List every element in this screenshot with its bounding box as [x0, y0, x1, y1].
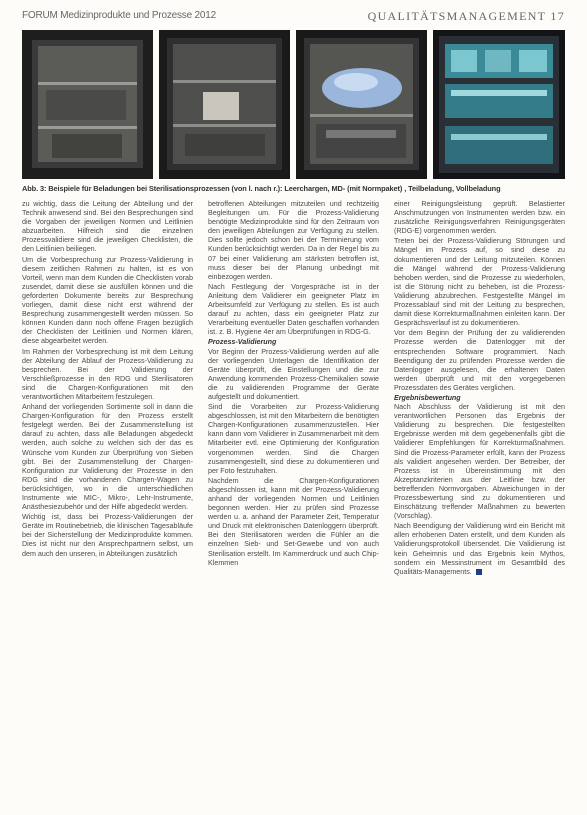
figure-caption: Abb. 3: Beispiele für Beladungen bei Sterilisationsprozessen (von l. nach r.): Leerchargen, MD- (mit Normpaket) , Teilbeladung, Vollbeladung [22, 184, 501, 193]
paragraph: Um die Vorbesprechung zur Prozess-Validierung in diesem zeitlichen Rahmen zu halten, ist es von Vorteil, wenn man dem Kunden die Checklisten vorab zusendet, damit diese sie ausfüllen können und die geforderten Dokumente bereits zur Besprechung vorliegen, damit diese nicht erst während der Besprechung zusammengestellt werden müssen. So können Kunden dann noch offene Fragen bezüglich der Checklisten der Leitlinien und Normen klären, diese abgearbeitet werden. [22, 255, 193, 346]
paragraph: einer Reinigungsleistung geprüft. Belastierter Anschmutzungen von Instrumenten werden bzw. ein zusätzliche Reinigungsverfahren Reinigungsgeräten (RDG-E) vorgenommen werden. [394, 200, 565, 236]
photo-strip [22, 30, 565, 179]
section-title: QUALITÄTSMANAGEMENT 17 [367, 9, 565, 23]
paragraph: Nach Festlegung der Vorgespräche ist in der Anleitung dem Validierer ein geeigneter Platz im Arbeitsumfeld zur Verfügung zu stellen. Es ist auch darauf zu achten, dass ein geeigneter Platz zur Verarbeitung eventueller Daten geschaffen vorhanden ist. z. B. Hygiene 4er am Überprüfungen in RDG-G. [208, 282, 379, 337]
paragraph: Nach Abschluss der Validierung ist mit den verantwortlichen Personen das Ergebnis der Validierung zu besprechen. Die festgestellten Ergebnisse werden mit dem gegebenenfalls gibt die Validierer Empfehlungen für Korrekturmaßnahmen. Sind die Prozess-Parameter erfüllt, kann der Prozess als validiert angesehen werden. Der Betreiber, der Prozess ist in Übereinstimmung mit den Akzeptanzkriterien aus der Leitlinie bzw. der betreffenden Normvorgaben. Abweichungen in der Prozessbewertung sind zu dokumentieren und Einschätzung treffender Maßnahmen zu bewerten (Vorschlag). [394, 403, 565, 521]
paragraph: Sind die Vorarbeiten zur Prozess-Validierung abgeschlossen, ist mit den Mitarbeitern die benötigten Chargen-Konfigurationen zusammenzustellen. Hier kann dann vom Validierer in Zusammenarbeit mit dem Mitarbeiter evtl. eine Optimierung der Konfiguration vorgenommen werden. Sind die Chargen zusammengestellt, sind diese zu dokumentieren und per Foto festzuhalten. [208, 403, 379, 475]
page-header [22, 9, 565, 23]
paragraph: betroffenen Abteilungen mitzuteilen und rechtzeitig Begleitungen um. Für die Prozess-Validierung benötigte Medizinprodukte sind für den Zeitraum von den jeweiligen Abteilungen zur Verfügung zu stellen. Dies sollte jedoch schon bei der Terminierung vom Kunden berücksichtigt werden. Da in der Regel bis zu 07 bei einer Validierung am stärksten betroffen ist, muss dieser bei der Planung unbedingt mit einbezogen werden. [208, 200, 379, 281]
column-2 [208, 200, 379, 804]
paragraph: Vor Beginn der Prozess-Validierung werden auf alle der vorliegenden Unterlagen die Identifikation der Geräte überprüft, die Einstellungen und die zur Anwendung kommenden Prozess-Chemikalien sowie die zu validierenden Programme der Geräte aufgestellt und dokumentiert. [208, 347, 379, 401]
photo-md-load [159, 30, 290, 179]
paragraph: Treten bei der Prozess-Validierung Störungen und Mängel im Prozess auf, so sind diese zu dokumentieren und der Leitung mitzuteilen. Können die Mängel während der Prozess-Validierung behoben werden, sind die Prozesse zu wiederholen, ist die Störung nicht zu beheben, ist die Prozess-Validierung abzubrechen. Festgestellte Mängel im Prozessablauf sind mit der Leitung zu besprechen, damit diese Korrekturmaßnahmen einleiten kann. Der Gesprächsverlauf ist zu dokumentieren. [394, 237, 565, 328]
paragraph [394, 522, 565, 577]
section-heading-evaluation: Ergebnisbewertung [394, 393, 461, 402]
running-head: FORUM Medizinprodukte und Prozesse 2012 [22, 10, 216, 21]
photo-full-load [433, 30, 565, 179]
section-heading-validation: Prozess-Validierung [208, 338, 277, 347]
paragraph-text: Nach Beendigung der Validierung wird ein Bericht mit allen erhobenen Daten erstellt, und dem Kunden als Validierungsprotokoll übersendet. Die Validierung ist kein Geheimnis und das Ergebnis kein Mythos, sondern ein Messinstrument im Gesamtbild des Qualitäts-Managements. [394, 522, 565, 576]
paragraph: Vor dem Beginn der Prüfung der zu validierenden Prozesse werden die Datenlogger mit der entsprechenden Software programmiert. Nach Beendigung der zu prüfenden Prozesse werden die Datenlogger ausgelesen, die erhaltenen Daten werden überprüft und mit den vorgegebenen Prozessdaten des Gerätes verglichen. [394, 329, 565, 392]
end-of-article-mark [476, 569, 482, 575]
column-1 [22, 200, 193, 804]
paragraph: Anhand der vorliegenden Sortimente soll in dann die Chargen-Konfiguration für den Prozess erstellt festgelegt werden. Bei der Zusammenstellung ist darauf zu achten, dass alle Beladungen abgedeckt werden, auch solche zu welchen sich der das es Wünsche vom Kunden zur Überprüfung von Sieben gibt. Bei der Zusammenstellung der Chargen-Konfiguration zur Validierung der Prozesse in den RDG sind die vorhandenen Chargen-Wagen zu berücksichtigen, wo in die unterschiedlichen Instrumente wie MIC-, Mikro-, Lehr-Instrumente, Anästhesiezubehör und der Hilfe abgedeckt werden. [22, 403, 193, 512]
paragraph: Nachdem die Chargen-Konfigurationen abgeschlossen ist, kann mit der Prozess-Validierung anhand der vorliegenden Normen und Leitlinien begonnen werden. Hier zu prüfen sind Prozesse werden u. a. anhand der Parameter Zeit, Temperatur und Druck mit elektronischen Datenloggern überprüft. Bei den Sterilisatoren werden die Fühler an die einzelnen Sieb- und Set-Gewebe und von auch Sterilisation erstellt. Im Kammerdruck und auch Chip-Klemmen [208, 476, 379, 567]
photo-partial-load [296, 30, 427, 179]
column-3 [394, 200, 565, 804]
paragraph: Wichtig ist, dass bei Prozess-Validierungen der Geräte im Routinebetrieb, die klinischen Tagesabläufe bei der Sicherstellung der Medizinprodukte kommen. Dies ist nicht nur den Ansprechpartnern selbst, um dem auch den unseren, in Abteilungen zusätzlich [22, 513, 193, 558]
photo-empty-chamber [22, 30, 153, 179]
article-body [22, 200, 565, 804]
paragraph: Im Rahmen der Vorbesprechung ist mit dem Leitung der Abteilung der Ablauf der Prozess-Validierung zu besprechen. Bei der Validierung der Verschließprozesse in den RDG und Sterilisatoren sind die Chargen-Konfigurationen mit den verantwortlichen Mitarbeitern festzulegen. [22, 347, 193, 401]
paragraph: zu wichtig, dass die Leitung der Abteilung und der Technik anwesend sind. Bei den Besprechungen sind die Vorgaben der jeweiligen Normen und Leitlinien abzuarbeiten. Hilfreich sind die einzelnen Prozessvalidiere sind die jeweiligen Checklisten, die den Leitlinien beiliegen. [22, 200, 193, 254]
